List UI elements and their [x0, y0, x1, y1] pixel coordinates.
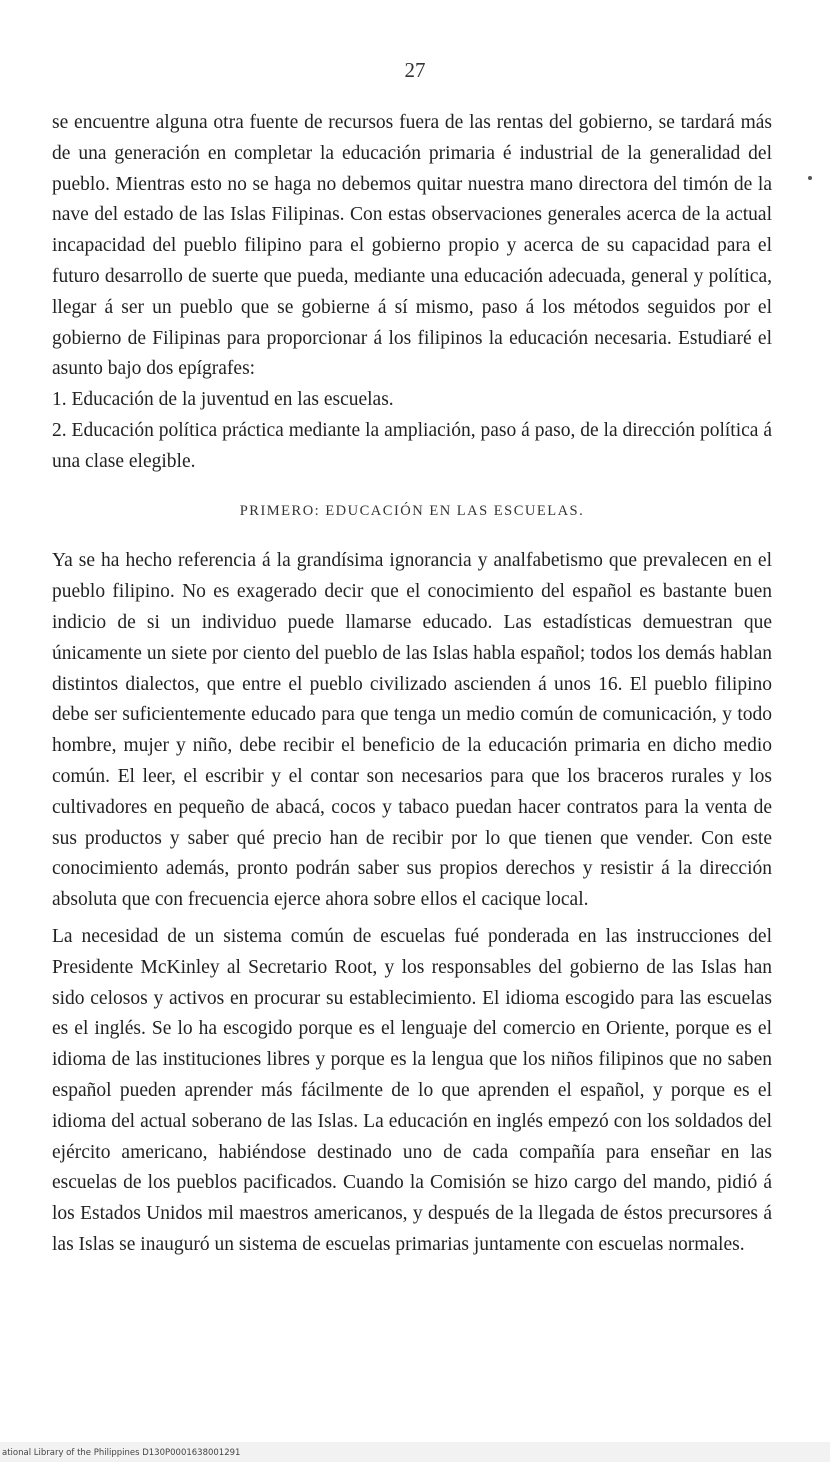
paragraph-2: Ya se ha hecho referencia á la grandísima ignorancia y analfabetismo que prevalecen en el pueblo filipino. No es exagerado decir que el conocimiento del español es bastante buen indicio de si un individuo puede llamarse educado. Las estadísticas demuestran que únicamente un siete por ciento del pueblo de las Islas habla español; todos los demás hablan distintos dialectos, que entre el pueblo civilizado ascienden á unos 16. El pueblo filipino debe ser suficientemente educado para que tenga un medio común de comunicación, y todo hombre, mujer y niño, debe recibir el beneficio de la educación primaria en dicho medio común. El leer, el escribir y el contar son necesarios para que los braceros rurales y los cultivadores en pequeño de abacá, cocos y tabaco puedan hacer contratos para la venta de sus productos y saber qué precio han de recibir por lo que tienen que vender. Con este conocimiento además, pronto podrán saber sus propios derechos y resistir á la dirección absoluta que con frecuencia ejerce ahora sobre ellos el cacique local. — [52, 550, 772, 911]
page-number: 27 — [404, 58, 426, 82]
edge-mark — [808, 176, 812, 180]
list-item-2: 2. Educación política práctica mediante la ampliación, paso á paso, de la dirección política á una clase elegible. — [52, 419, 772, 472]
paragraph-1: se encuentre alguna otra fuente de recursos fuera de las rentas del gobierno, se tardará más de una generación en completar la educación primaria é industrial de la generalidad del pueblo. Mientras esto no se haga no debemos quitar nuestra mano directora del timón de la nave del estado de las Islas Filipinas. Con estas observaciones generales acerca de la actual incapacidad del pueblo filipino para el gobierno propio y acerca de su capacidad para el futuro desarrollo de suerte que pueda, mediante una educación adecuada, general y política, llegar á ser un pueblo que se gobierne á sí mismo, paso á los métodos seguidos por el gobierno de Filipinas para proporcionar á los filipinos la educación necesaria. Estudiaré el asunto bajo dos epígrafes: — [52, 112, 772, 380]
list-item-1: 1. Educación de la juventud en las escuelas. — [52, 389, 394, 411]
section-heading: PRIMERO: EDUCACIÓN EN LAS ESCUELAS. — [239, 502, 585, 519]
paragraph-3: La necesidad de un sistema común de escuelas fué ponderada en las instrucciones del Presidente McKinley al Secretario Root, y los responsables del gobierno de las Islas han sido celosos y activos en procurar su establecimiento. El idioma escogido para las escuelas es el inglés. Se lo ha escogido porque es el lenguaje del comercio en Oriente, porque es el idioma de las instituciones libres y porque es la lengua que los niños filipinos que no saben español pueden aprender más fácilmente de lo que aprenden el español, y porque es el idioma del actual soberano de las Islas. La educación en inglés empezó con los soldados del ejército americano, habiéndose destinado uno de cada compañía para enseñar en las escuelas de los pueblos pacificados. Cuando la Comisión se hizo cargo del mando, pidió á los Estados Unidos mil maestros americanos, y después de la llegada de éstos precursores á las Islas se inauguró un sistema de escuelas primarias juntamente con escuelas normales. — [52, 925, 772, 1255]
page-body — [52, 108, 772, 1261]
footer-text: ational Library of the Philippines D130P0001638001291 — [2, 1448, 241, 1458]
